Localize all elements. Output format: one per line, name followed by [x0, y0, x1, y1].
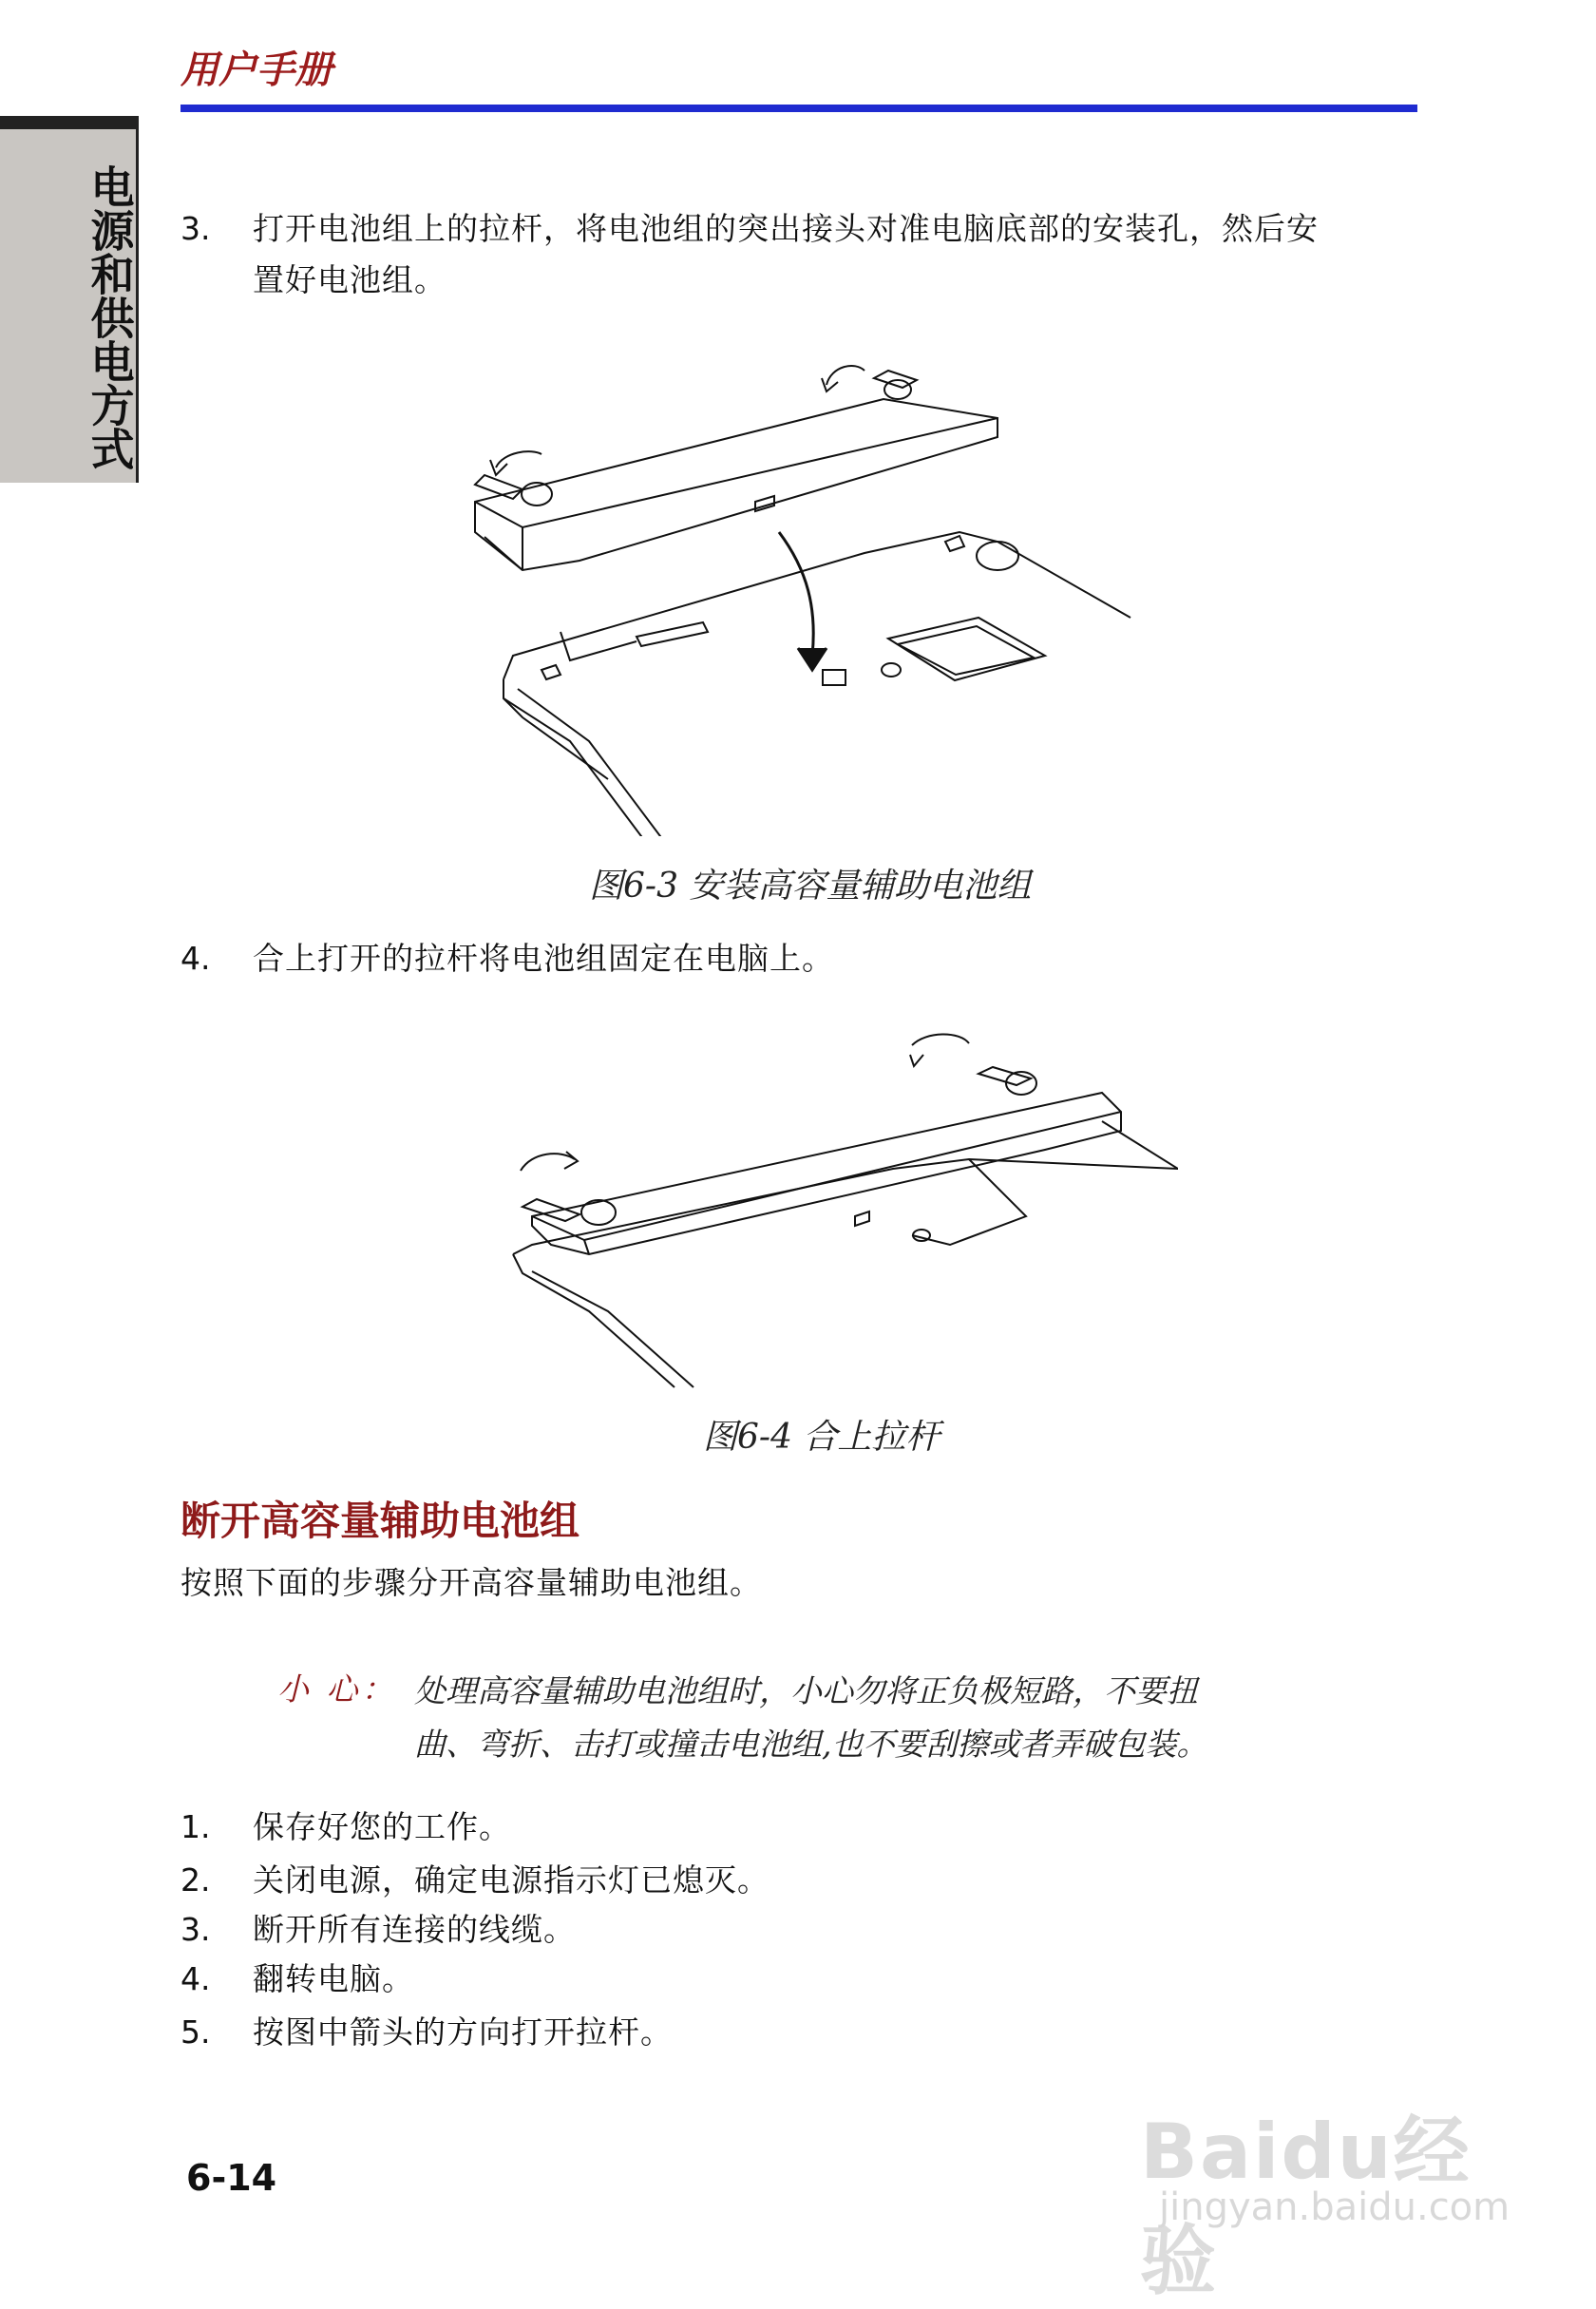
step-text-line1: 合上打开的拉杆将电池组固定在电脑上。 [253, 940, 834, 977]
figure-6-3-install-battery [466, 342, 1150, 836]
step-number: 1. [180, 1808, 211, 1845]
step-text: 断开所有连接的线缆。 [253, 1911, 576, 1948]
watermark-url: jingyan.baidu.com [1159, 2185, 1510, 2229]
chapter-side-tab-label: 电源和供电方式 [84, 164, 136, 470]
section-heading: 断开高容量辅助电池组 [180, 1498, 580, 1544]
laptop-base-drawing [504, 532, 1130, 836]
install-step-3 [180, 203, 1416, 308]
install-step-4 [180, 933, 1416, 986]
step-number: 3. [180, 1911, 211, 1948]
baidu-watermark [1140, 2052, 1548, 2305]
insert-arrow [779, 532, 826, 670]
remove-step-2 [180, 1855, 1416, 1908]
caution-line2: 曲、弯折、击打或撞击电池组,也不要刮擦或者弄破包装。 [414, 1726, 1208, 1763]
step-text-line1: 打开电池组上的拉杆，将电池组的突出接头对准电脑底部的安装孔，然后安 [253, 210, 1319, 247]
remove-step-3 [180, 1904, 1416, 1957]
step-text: 按图中箭头的方向打开拉杆。 [253, 2013, 673, 2051]
step-number: 5. [180, 2013, 211, 2051]
step-number: 4. [180, 1960, 211, 1997]
step-text: 翻转电脑。 [253, 1960, 414, 1997]
rotate-arrow-right [822, 366, 864, 391]
remove-step-4 [180, 1954, 1416, 2007]
figure-6-4-close-latches [494, 1026, 1178, 1406]
watermark-brand: Baidu经验 [1140, 2108, 1472, 2305]
step-number: 3. [180, 210, 211, 247]
page-number: 6-14 [186, 2157, 277, 2199]
step-text: 关闭电源，确定电源指示灯已熄灭。 [253, 1861, 770, 1899]
section-intro: 按照下面的步骤分开高容量辅助电池组。 [180, 1564, 762, 1601]
caution-label: 小 心： [277, 1670, 397, 1708]
rotate-arrow-left [521, 1152, 578, 1171]
step-number: 2. [180, 1861, 211, 1899]
step-text: 保存好您的工作。 [253, 1808, 511, 1845]
remove-step-1 [180, 1802, 1416, 1855]
figure-6-4-caption: 图6-4 合上拉杆 [703, 1418, 940, 1457]
step-text-line2: 置好电池组。 [253, 261, 446, 298]
header-title: 用户手册 [180, 48, 332, 92]
rotate-arrow-left [490, 451, 542, 475]
caution-line1: 处理高容量辅助电池组时，小心勿将正负极短路，不要扭 [414, 1672, 1198, 1709]
caution-text [414, 1665, 1345, 1771]
figure-6-3-caption: 图6-3 安装高容量辅助电池组 [589, 867, 1032, 906]
laptop-base-drawing [513, 1121, 1178, 1387]
rotate-arrow-right [910, 1034, 969, 1066]
header-rule [180, 105, 1417, 112]
chapter-side-tab [0, 116, 139, 483]
step-number: 4. [180, 940, 211, 977]
battery-pack-drawing [522, 1067, 1121, 1254]
